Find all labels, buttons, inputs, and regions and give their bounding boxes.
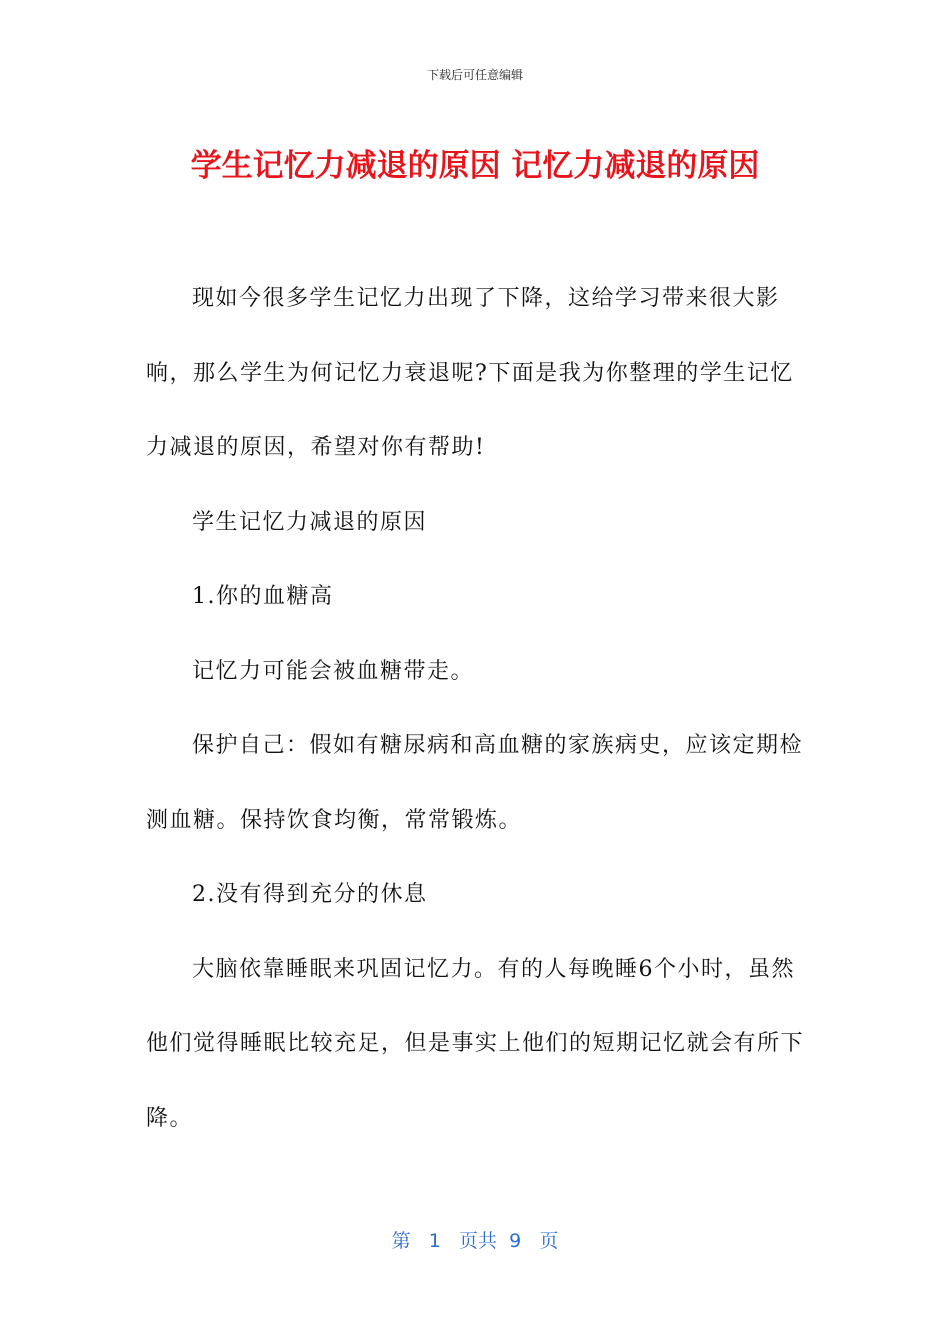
paragraph: 记忆力可能会被血糖带走。 [192,658,475,684]
section-heading: 学生记忆力减退的原因 [192,509,428,535]
paragraph: 大脑依靠睡眠来巩固记忆力。有的人每晚睡6个小时，虽然他们觉得睡眠比较充足，但是事实上他们的短期记忆就会有所下降。 [146,956,805,1131]
list-item-heading: 1.你的血糖高 [192,584,334,609]
footer-current-page: 1 [428,1230,441,1252]
footer-label-page: 第 [391,1230,411,1252]
document-body [146,262,806,1156]
header-note: 下载后可任意编辑 [426,68,523,82]
footer-label-total: 页共 [459,1230,498,1252]
paragraph-intro: 现如今很多学生记忆力出现了下降，这给学习带来很大影响，那么学生为何记忆力衰退呢?下面是我为你整理的学生记忆力减退的原因，希望对你有帮助! [146,286,794,460]
footer-label-end: 页 [539,1230,559,1252]
page-footer [0,1226,950,1253]
paragraph: 保护自己：假如有糖尿病和高血糖的家族病史，应该定期检测血糖。保持饮食均衡，常常锻炼。 [146,733,804,833]
document-title: 学生记忆力减退的原因 记忆力减退的原因 [190,148,760,184]
footer-total-pages: 9 [509,1230,522,1252]
list-item-heading: 2.没有得到充分的休息 [192,882,428,907]
